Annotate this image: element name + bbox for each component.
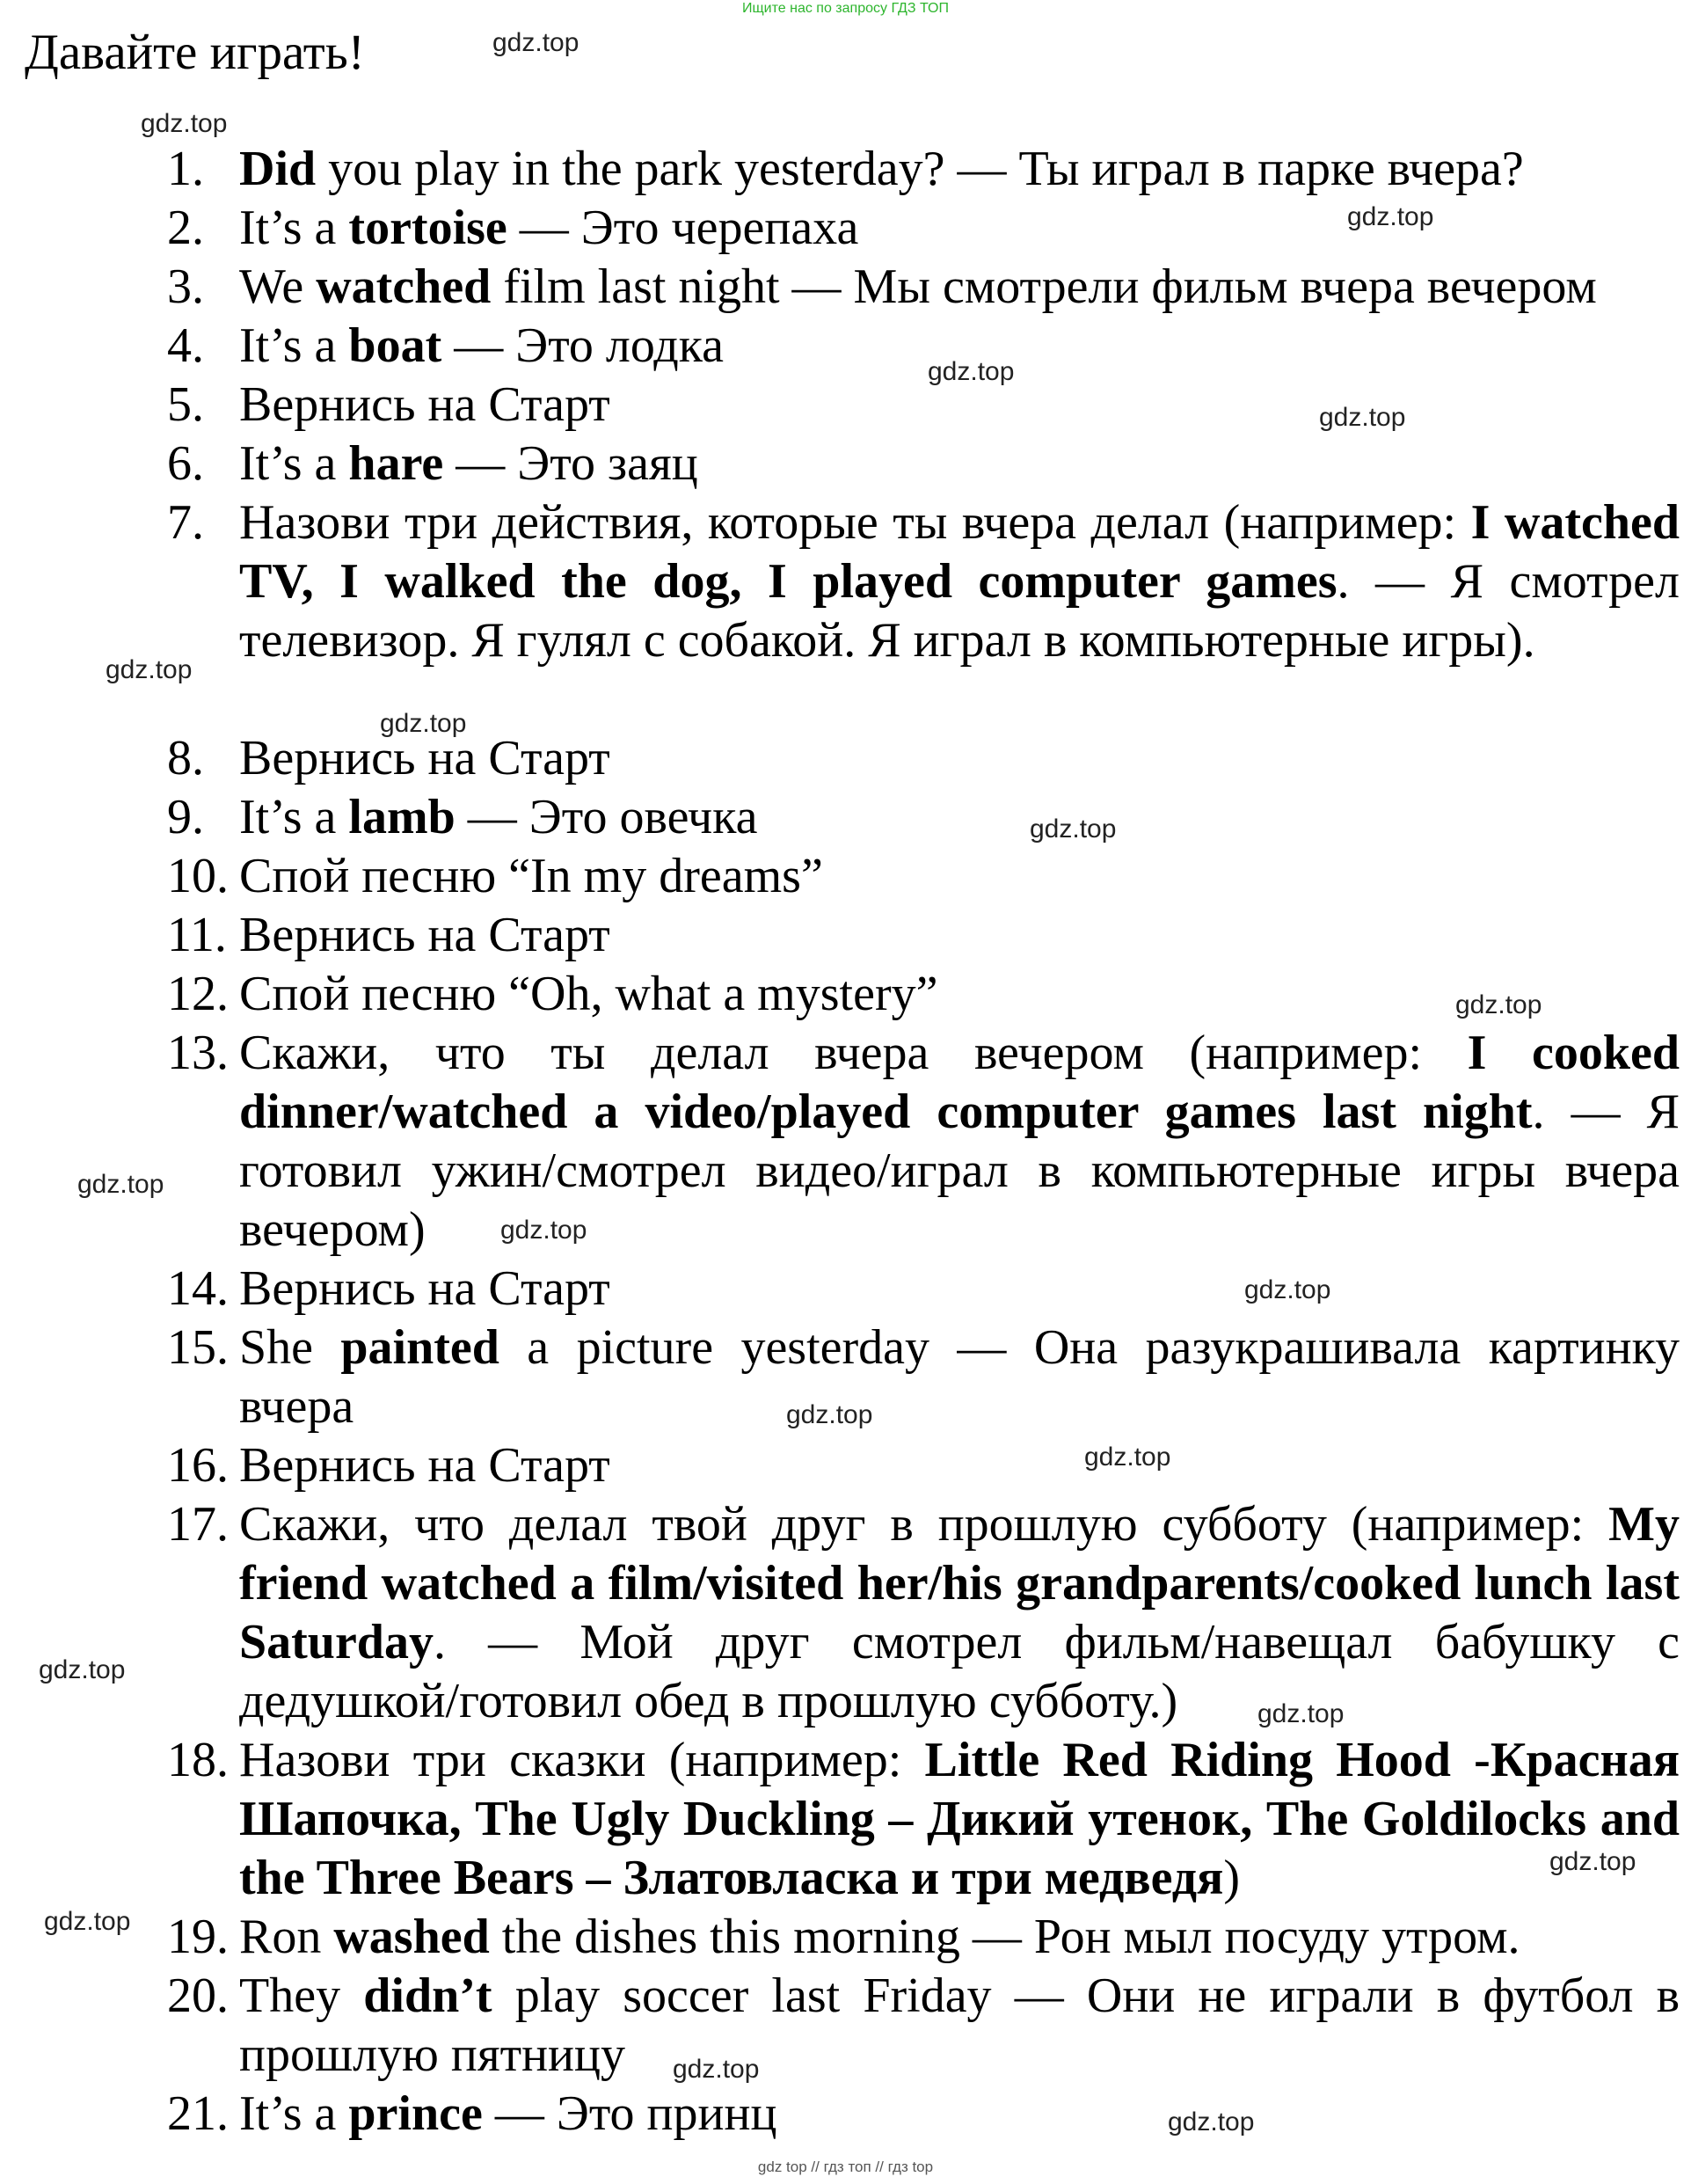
item-text-run: It’s a xyxy=(239,436,349,491)
watermark: gdz.top xyxy=(786,1400,873,1429)
list-item-17 xyxy=(167,1495,1680,1731)
item-number: 13. xyxy=(167,1026,229,1080)
item-text xyxy=(239,788,1680,847)
item-number: 15. xyxy=(167,1320,229,1375)
watermark: gdz.top xyxy=(106,655,193,684)
item-text xyxy=(239,1495,1680,1731)
list-item-10 xyxy=(167,847,1680,906)
item-text-run: We xyxy=(239,259,317,314)
item-text xyxy=(239,1260,1680,1318)
item-text-run: . — Я готовил ужин/смотрел видео/играл в компьютерные игры вчера вечером) xyxy=(239,1085,1680,1257)
item-text-run: Вернись на Старт xyxy=(239,731,610,785)
watermark: gdz.top xyxy=(928,357,1015,386)
watermark: gdz.top xyxy=(1549,1847,1636,1876)
item-text-bold: Little Red Riding Hood -Красная Шапочка, The Ugly Duckling – Дикий утенок, The Goldilocks and the Three Bears – Златовласка и три медведя xyxy=(239,1733,1680,1905)
item-text-run: — Это лодка xyxy=(441,318,724,373)
watermark: gdz.top xyxy=(1084,1443,1171,1472)
item-text-bold: hare xyxy=(348,436,444,491)
item-text-run: play soccer last Friday — Они не играли в футбол в прошлую пятницу xyxy=(239,1969,1680,2082)
item-text-run: Спой песню “Oh, what a mystery” xyxy=(239,967,938,1021)
item-text xyxy=(239,1024,1680,1260)
item-text-run: They xyxy=(239,1969,364,2023)
item-text-bold: painted xyxy=(340,1320,499,1375)
list-item-3 xyxy=(167,258,1680,317)
item-text-run: Ron xyxy=(239,1910,334,1964)
item-text-run: It’s a xyxy=(239,790,349,844)
item-text-run: . — Я смотрел телевизор. Я гулял с собакой. Я играл в компьютерные игры). xyxy=(239,554,1680,668)
watermark: gdz.top xyxy=(380,709,467,738)
item-text xyxy=(239,1967,1680,2085)
item-text xyxy=(239,258,1680,317)
item-text-run: Спой песню “In my dreams” xyxy=(239,849,823,903)
item-number: 18. xyxy=(167,1733,229,1787)
item-text xyxy=(239,140,1680,199)
item-number: 8. xyxy=(167,731,204,785)
item-number: 3. xyxy=(167,259,204,314)
watermark: gdz.top xyxy=(1455,990,1542,1019)
item-text xyxy=(239,1731,1680,1908)
item-number: 12. xyxy=(167,967,229,1021)
watermark: gdz.top xyxy=(1319,403,1406,432)
item-text-run: ) xyxy=(1223,1851,1240,1905)
top-banner[interactable]: Ищите нас по запросу ГДЗ ТОП xyxy=(742,1,949,16)
list-item-7 xyxy=(167,493,1680,670)
watermark: gdz.top xyxy=(1257,1699,1345,1728)
list-item-21 xyxy=(167,2085,1680,2144)
item-text-run: Назови три действия, которые ты вчера делал (например: xyxy=(239,495,1471,550)
watermark: gdz.top xyxy=(1030,814,1117,844)
item-text-run: Вернись на Старт xyxy=(239,1261,610,1316)
watermark: gdz.top xyxy=(141,109,228,138)
item-text-bold: I watched TV, I walked the dog, I played computer games xyxy=(239,495,1680,609)
watermark: gdz.top xyxy=(492,28,579,57)
item-text-run: It’s a xyxy=(239,318,349,373)
item-text-run: Вернись на Старт xyxy=(239,1438,610,1493)
item-text-bold: watched xyxy=(316,259,492,314)
item-text xyxy=(239,199,1680,258)
item-number: 16. xyxy=(167,1438,229,1493)
item-number: 10. xyxy=(167,849,229,903)
list-item-1 xyxy=(167,140,1680,199)
item-text xyxy=(239,2085,1680,2144)
watermark: gdz.top xyxy=(77,1170,164,1199)
item-text-run: It’s a xyxy=(239,201,349,255)
item-text-bold: didn’t xyxy=(363,1969,492,2023)
item-text xyxy=(239,1318,1680,1436)
item-text-bold: washed xyxy=(333,1910,490,1964)
item-text-run: She xyxy=(239,1320,341,1375)
item-number: 17. xyxy=(167,1497,229,1552)
item-text-bold: boat xyxy=(348,318,442,373)
bottom-banner[interactable]: gdz top // гдз топ // гдз top xyxy=(757,2158,934,2175)
item-text xyxy=(239,847,1680,906)
item-number: 14. xyxy=(167,1261,229,1316)
item-text-run: Скажи, что делал твой друг в прошлую субботу (например: xyxy=(239,1497,1609,1552)
item-text-run: you play in the park yesterday? — Ты играл в парке вчера? xyxy=(316,142,1524,196)
item-text-run: — Это принц xyxy=(482,2086,777,2141)
list-item-19 xyxy=(167,1908,1680,1967)
watermark: gdz.top xyxy=(1347,202,1434,231)
watermark: gdz.top xyxy=(1168,2107,1255,2137)
list-item-13 xyxy=(167,1024,1680,1260)
item-number: 7. xyxy=(167,495,204,550)
item-text-run: — Это овечка xyxy=(455,790,758,844)
item-text-run: Вернись на Старт xyxy=(239,908,610,962)
item-text-run: It’s a xyxy=(239,2086,349,2141)
item-number: 4. xyxy=(167,318,204,373)
list-item-14 xyxy=(167,1260,1680,1318)
list-item-20 xyxy=(167,1967,1680,2085)
item-text-bold: My friend watched a film/visited her/his grandparents/cooked lunch last Saturday xyxy=(239,1497,1680,1669)
item-text-run: . — Мой друг смотрел фильм/навещал бабушку с дедушкой/готовил обед в прошлую субботу.) xyxy=(239,1615,1680,1728)
item-text-run: — Это черепаха xyxy=(507,201,859,255)
item-number: 11. xyxy=(167,908,227,962)
list-item-11 xyxy=(167,906,1680,965)
list-item-16 xyxy=(167,1436,1680,1495)
item-text xyxy=(239,435,1680,493)
watermark: gdz.top xyxy=(673,2055,760,2084)
list-item-6 xyxy=(167,435,1680,493)
item-text-run: Назови три сказки (например: xyxy=(239,1733,925,1787)
item-text-run: a picture yesterday — Она разукрашивала картинку вчера xyxy=(239,1320,1680,1434)
item-number: 2. xyxy=(167,201,204,255)
item-text xyxy=(239,1908,1680,1967)
item-number: 9. xyxy=(167,790,204,844)
list-item-2 xyxy=(167,199,1680,258)
item-number: 20. xyxy=(167,1969,229,2023)
list-item-18 xyxy=(167,1731,1680,1908)
item-text-bold: I cooked dinner/watched a video/played computer games last night xyxy=(239,1026,1680,1139)
item-text-run: Вернись на Старт xyxy=(239,377,610,432)
list-item-4 xyxy=(167,317,1680,376)
item-text-bold: tortoise xyxy=(348,201,507,255)
list-item-15 xyxy=(167,1318,1680,1436)
page-title: Давайте играть! xyxy=(25,25,365,80)
item-text xyxy=(239,1436,1680,1495)
item-text-bold: lamb xyxy=(348,790,456,844)
item-text-run: film last night — Мы смотрели фильм вчера вечером xyxy=(491,259,1597,314)
watermark: gdz.top xyxy=(44,1907,131,1936)
item-number: 19. xyxy=(167,1910,229,1964)
item-text xyxy=(239,906,1680,965)
item-number: 5. xyxy=(167,377,204,432)
item-text-bold: prince xyxy=(348,2086,483,2141)
list-item-5 xyxy=(167,376,1680,435)
item-text-run: Скажи, что ты делал вчера вечером (например: xyxy=(239,1026,1468,1080)
watermark: gdz.top xyxy=(1244,1275,1331,1304)
watermark: gdz.top xyxy=(39,1655,126,1684)
watermark: gdz.top xyxy=(500,1216,587,1245)
item-text-bold: Did xyxy=(239,142,317,196)
item-number: 1. xyxy=(167,142,204,196)
item-text-run: — Это заяц xyxy=(443,436,698,491)
item-text xyxy=(239,493,1680,670)
list-item-9 xyxy=(167,788,1680,847)
item-number: 21. xyxy=(167,2086,229,2141)
item-text-run: the dishes this morning — Рон мыл посуду утром. xyxy=(489,1910,1520,1964)
item-number: 6. xyxy=(167,436,204,491)
list-item-12 xyxy=(167,965,1680,1024)
